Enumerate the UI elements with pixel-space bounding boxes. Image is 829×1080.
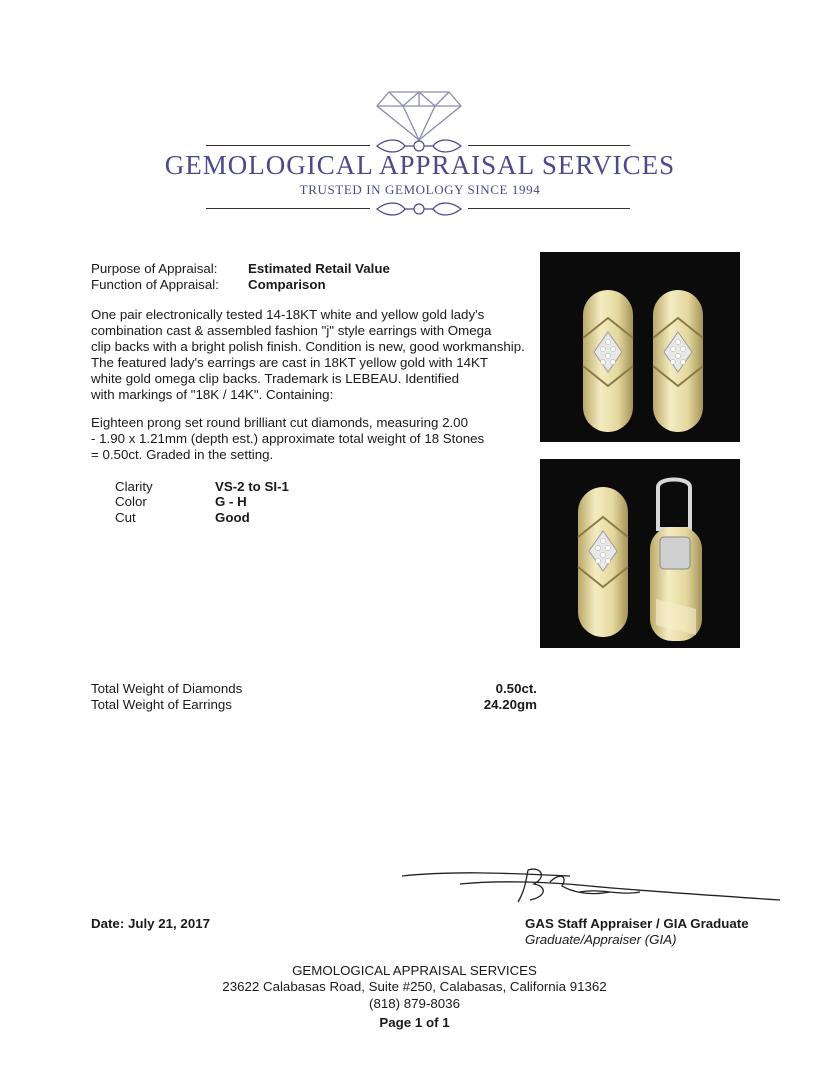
clarity-label: Clarity [115, 479, 153, 494]
bottom-ornament [369, 199, 469, 219]
total-diamonds-label: Total Weight of Diamonds [91, 681, 243, 696]
footer-address: 23622 Calabasas Road, Suite #250, Calabasas, California 91362 [222, 979, 607, 994]
brand-name: GEMOLOGICAL APPRAISAL SERVICES [164, 150, 676, 180]
appraisal-date: Date: July 21, 2017 [91, 916, 211, 931]
function-value: Comparison [248, 277, 326, 292]
color-label: Color [115, 494, 147, 509]
header-rule-right [468, 145, 630, 146]
earrings-front-photo [540, 252, 740, 442]
footer-rule-left [206, 208, 370, 209]
header-rule-left [206, 145, 370, 146]
total-earrings-label: Total Weight of Earrings [91, 697, 232, 712]
page-number: Page 1 of 1 [379, 1015, 450, 1030]
footer-phone: (818) 879-8036 [369, 996, 460, 1011]
purpose-label: Purpose of Appraisal: [91, 261, 218, 276]
function-label: Function of Appraisal: [91, 277, 219, 292]
purpose-value: Estimated Retail Value [248, 261, 390, 276]
clarity-value: VS-2 to SI-1 [215, 479, 289, 494]
diamond-icon [375, 82, 463, 142]
cut-label: Cut [115, 510, 136, 525]
item-description: One pair electronically tested 14-18KT white and yellow gold lady's combination cast & assembled fashion "j" style earrings with Omega clip backs with a bright polish finish. Condition is new, good workmanship. The featured lady's earrings are cast in 18KT yellow gold with 14KT white gold omega clip backs. Trademark is LEBEAU. Identified with markings of "18K / 14K". Containing: [91, 307, 525, 402]
appraiser-subtitle: Graduate/Appraiser (GIA) [525, 932, 677, 947]
earrings-back-photo [540, 459, 740, 648]
total-diamonds-value: 0.50ct. [495, 681, 537, 696]
appraiser-title: GAS Staff Appraiser / GIA Graduate [525, 916, 749, 931]
total-earrings-value: 24.20gm [483, 697, 537, 712]
appraiser-signature [400, 862, 790, 914]
color-value: G - H [215, 494, 247, 509]
footer-company: GEMOLOGICAL APPRAISAL SERVICES [292, 963, 537, 978]
cut-value: Good [215, 510, 250, 525]
stone-description: Eighteen prong set round brilliant cut diamonds, measuring 2.00 - 1.90 x 1.21mm (depth est.) approximate total weight of 18 Stones = 0.50ct. Graded in the setting. [91, 415, 485, 462]
footer-rule-right [468, 208, 630, 209]
brand-tagline: TRUSTED IN GEMOLOGY SINCE 1994 [299, 182, 541, 197]
